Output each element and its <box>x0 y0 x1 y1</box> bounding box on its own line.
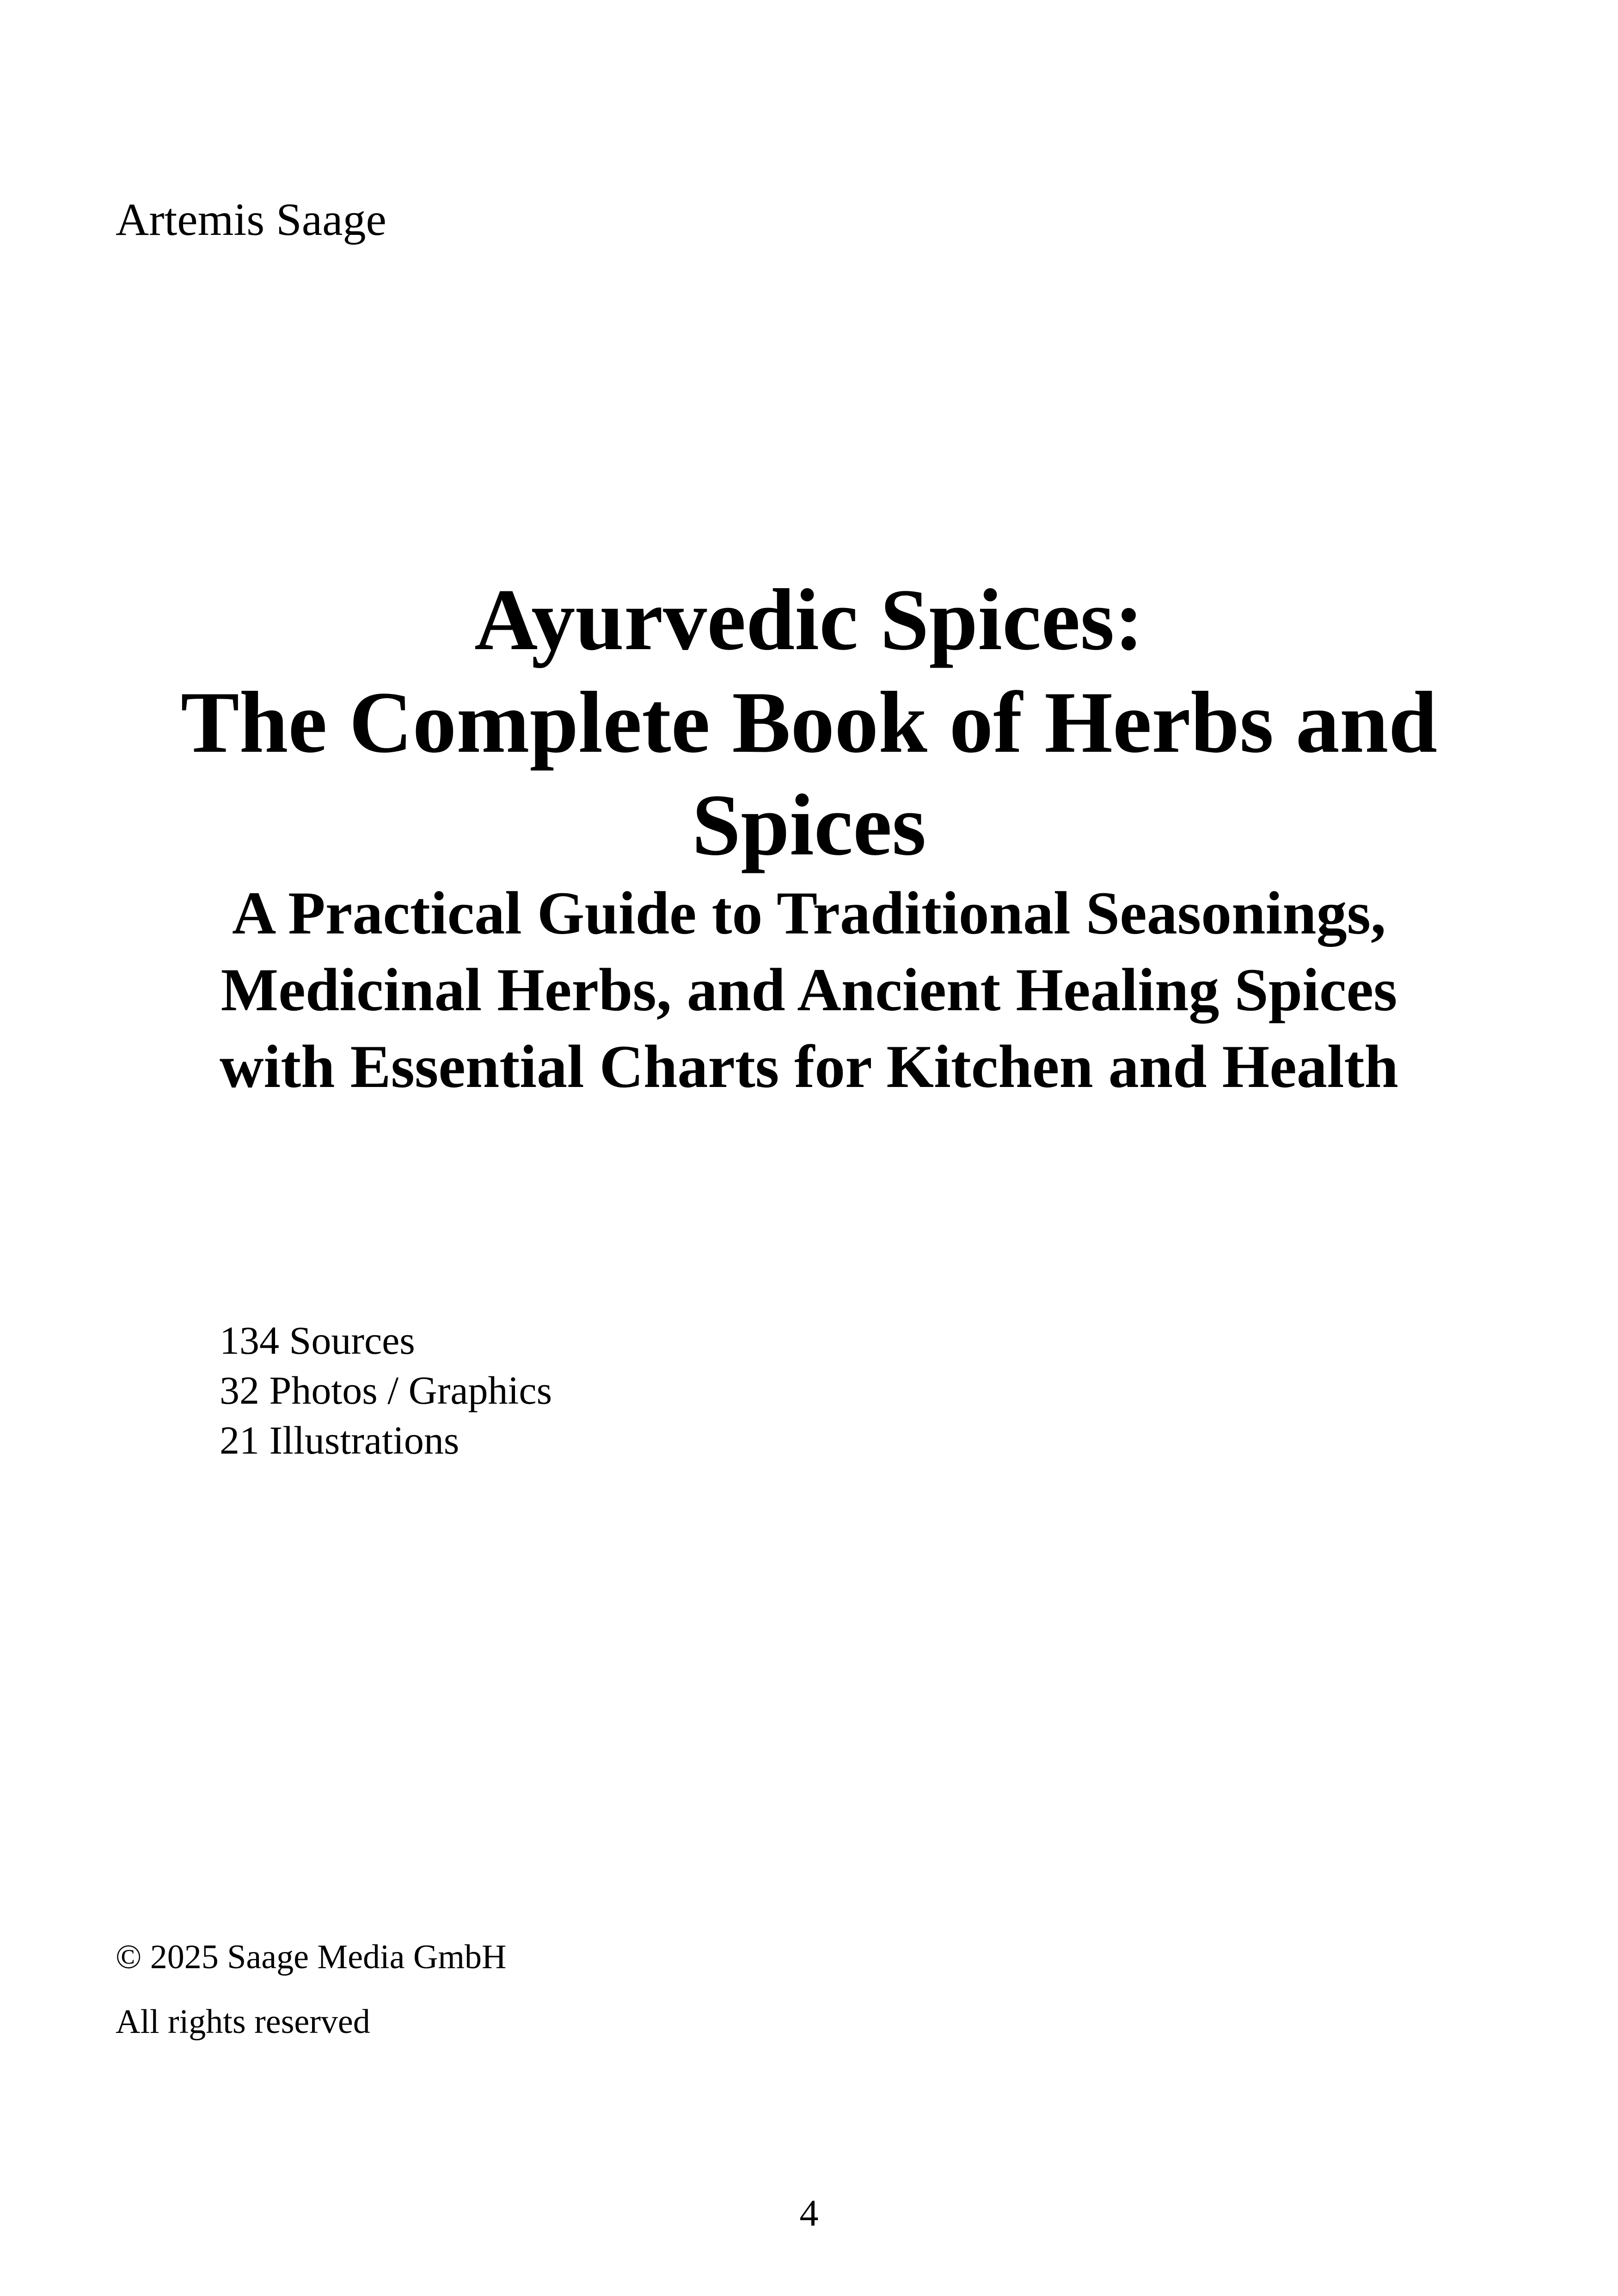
title-line-1: Ayurvedic Spices: <box>474 571 1144 669</box>
page-number: 4 <box>799 2192 819 2234</box>
copyright-notice: © 2025 Saage Media GmbH <box>116 1938 507 1976</box>
subtitle-line-3: with Essential Charts for Kitchen and Health <box>220 1032 1398 1100</box>
rights-notice: All rights reserved <box>116 2003 370 2041</box>
subtitle-line-1: A Practical Guide to Traditional Seasonings, <box>232 879 1386 947</box>
sources-count: 134 Sources <box>220 1318 415 1363</box>
book-stats <box>220 1315 552 1465</box>
author-name: Artemis Saage <box>116 194 386 245</box>
book-title-block <box>116 569 1502 1105</box>
photos-count: 32 Photos / Graphics <box>220 1368 552 1412</box>
title-line-3: Spices <box>692 777 926 874</box>
illustrations-count: 21 Illustrations <box>220 1418 460 1462</box>
subtitle-line-2: Medicinal Herbs, and Ancient Healing Spices <box>221 956 1397 1024</box>
title-line-2: The Complete Book of Herbs and <box>180 674 1438 771</box>
